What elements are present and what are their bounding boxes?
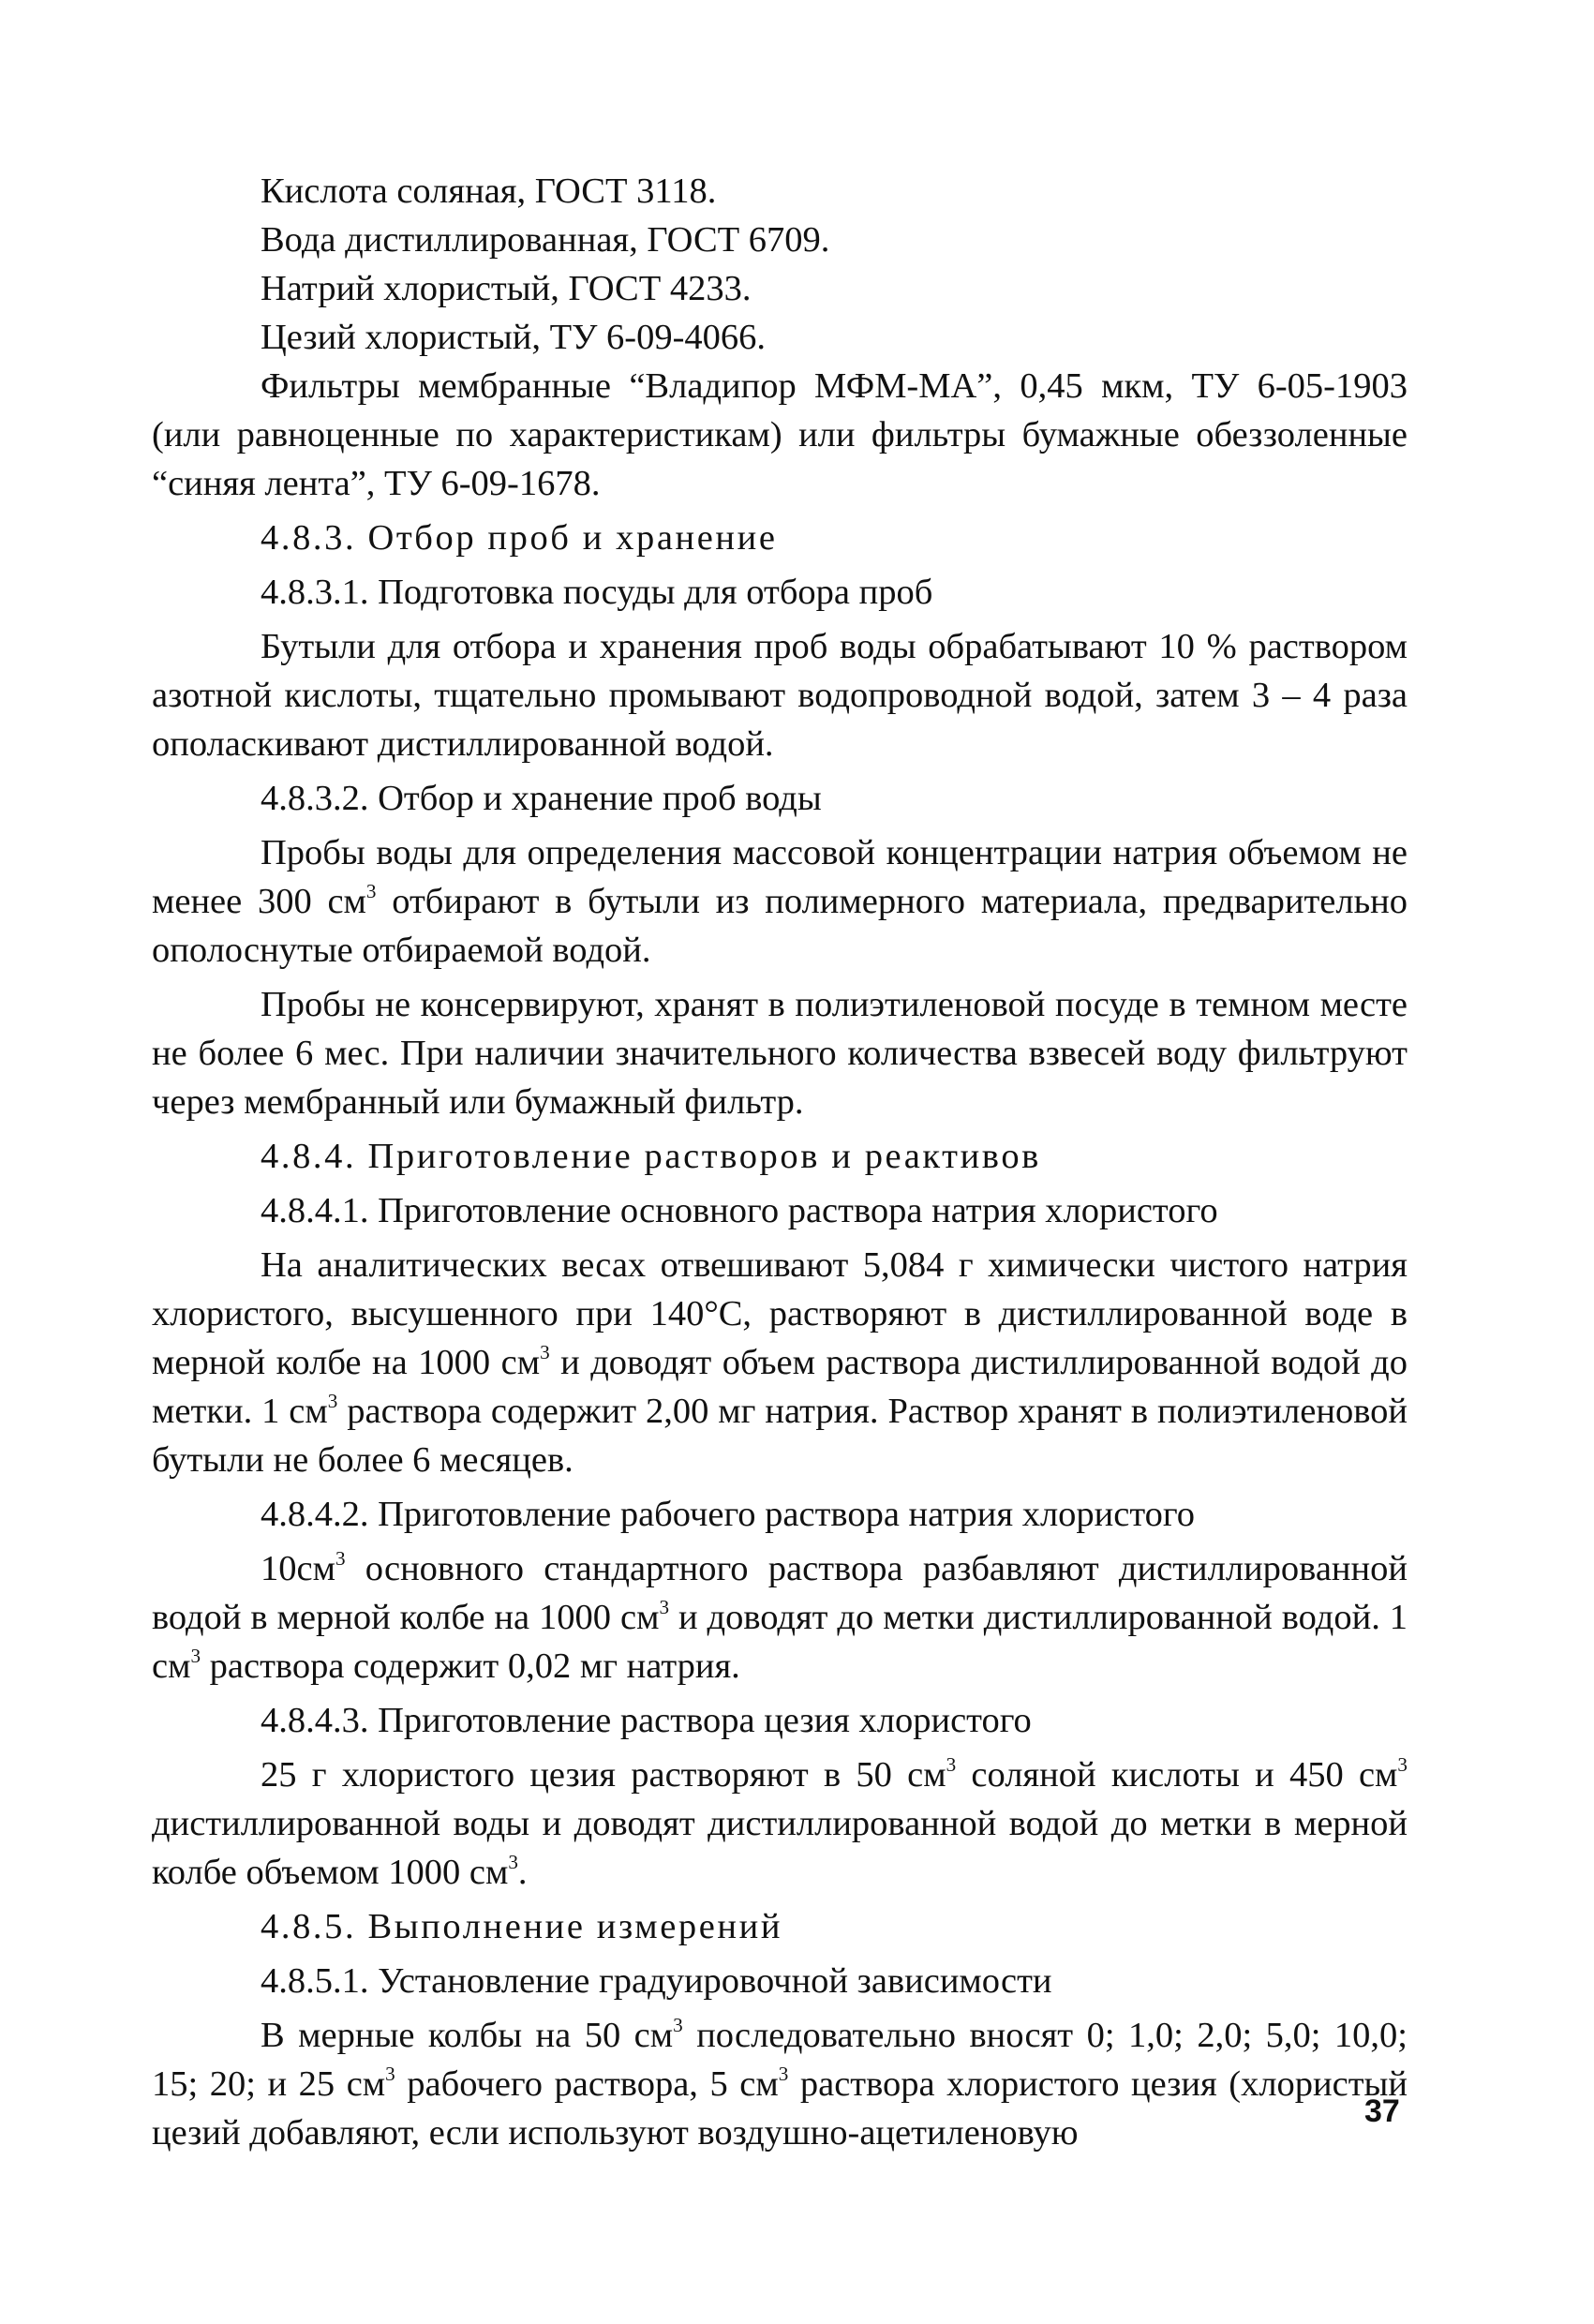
material-hydrochloric-acid: Кислота соляная, ГОСТ 3118.: [261, 171, 717, 211]
paragraph-4-8-5-1: В мерные колбы на 50 $см^3$ последовательно вносят 0; 1,0; 2,0; 5,0; 10,0; 15; 20; и 25 $см^3$ рабочего раствора, 5 $см^3$ раствора хлористого цезия (хлористый цезий добавляют, если используют воздушно-ацетиленовую: [152, 2014, 1408, 2153]
page-number: 37: [1364, 2093, 1400, 2129]
subsection-heading-4-8-4-2: 4.8.4.2. Приготовление рабочего раствора натрия хлористого: [261, 1495, 1196, 1534]
subsection-heading-4-8-4-1: 4.8.4.1. Приготовление основного раствора натрия хлористого: [261, 1191, 1218, 1230]
subsection-heading-4-8-3-2: 4.8.3.2. Отбор и хранение проб воды: [261, 779, 822, 818]
paragraph-4-8-4-3: 25 г хлористого цезия растворяют в 50 $см^3$ соляной кислоты и 450 $см^3$ дистиллированной воды и доводят дистиллированной водой до метки в мерной колбе объемом 1000 $см^3$.: [152, 1753, 1408, 1892]
filters-paragraph: Фильтры мембранные “Владипор МФМ-МА”, 0,45 мкм, ТУ 6-05-1903 (или равноценные по характеристикам) или фильтры бумажные обеззоленные “синяя лента”, ТУ 6-09-1678.: [152, 366, 1408, 503]
subsection-heading-4-8-4-3: 4.8.4.3. Приготовление раствора цезия хлористого: [261, 1701, 1032, 1740]
subsection-heading-4-8-3-1: 4.8.3.1. Подготовка посуды для отбора проб: [261, 573, 933, 612]
page-text-body: [152, 167, 1408, 2157]
section-heading-4-8-5: 4.8.5. Выполнение измерений: [261, 1907, 783, 1946]
section-heading-4-8-4: 4.8.4. Приготовление растворов и реактивов: [261, 1137, 1041, 1176]
section-heading-4-8-3: 4.8.3. Отбор проб и хранение: [261, 518, 778, 558]
material-distilled-water: Вода дистиллированная, ГОСТ 6709.: [261, 220, 830, 260]
paragraph-4-8-3-2-a: Пробы воды для определения массовой концентрации натрия объемом не менее 300 $см^3$ отбирают в бутыли из полимерного материала, предварительно ополоснутые отбираемой водой.: [152, 833, 1408, 970]
subsection-heading-4-8-5-1: 4.8.5.1. Установление градуировочной зависимости: [261, 1961, 1052, 2001]
paragraph-4-8-3-1: Бутыли для отбора и хранения проб воды обрабатывают 10 % раствором азотной кислоты, тщательно промывают водопроводной водой, затем 3 – 4 раза ополаскивают дистиллированной водой.: [152, 627, 1408, 764]
paragraph-4-8-3-2-b: Пробы не консервируют, хранят в полиэтиленовой посуде в темном месте не более 6 мес. При наличии значительного количества взвесей воду фильтруют через мембранный или бумажный фильтр.: [152, 985, 1408, 1122]
material-cesium-chloride: Цезий хлористый, ТУ 6-09-4066.: [261, 318, 767, 357]
material-sodium-chloride: Натрий хлористый, ГОСТ 4233.: [261, 269, 752, 308]
paragraph-4-8-4-1: На аналитических весах отвешивают 5,084 г химически чистого натрия хлористого, высушенного при 140°С, растворяют в дистиллированной воде в мерной колбе на 1000 $см^3$ и доводят объем раствора дистиллированной водой до метки. 1 $см^3$ раствора содержит 2,00 мг натрия. Раствор хранят в полиэтиленовой бутыли не более 6 месяцев.: [152, 1245, 1408, 1480]
paragraph-4-8-4-2: $10см^3$ основного стандартного раствора разбавляют дистиллированной водой в мерной колбе на 1000 $см^3$ и доводят до метки дистиллированной водой. 1 $см^3$ раствора содержит 0,02 мг натрия.: [152, 1547, 1408, 1686]
